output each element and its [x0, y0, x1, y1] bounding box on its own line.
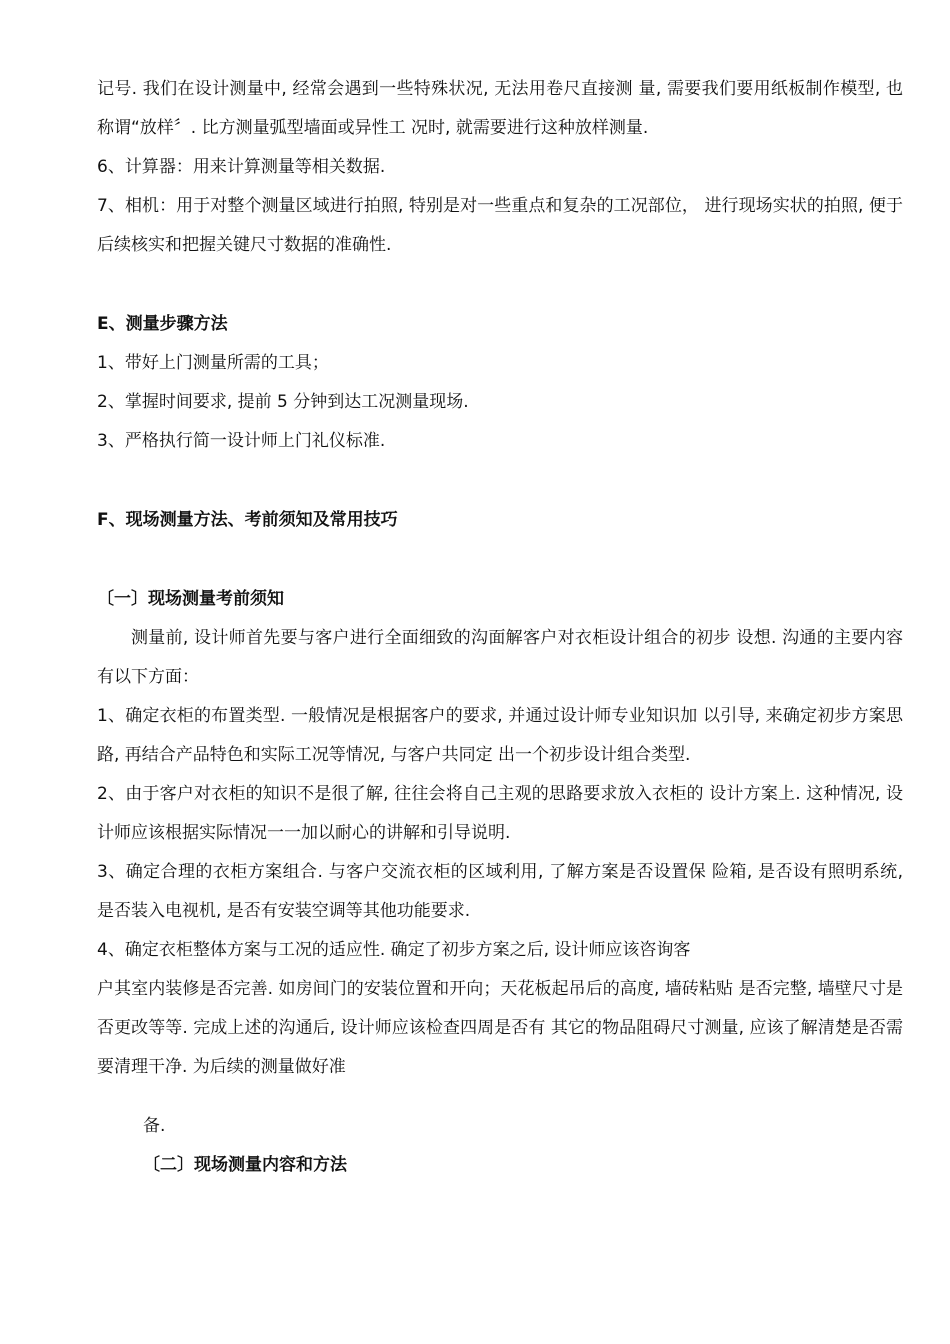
list-item-f4-body: 户其室内装修是否完善. 如房间门的安装位置和开向；天花板起吊后的高度, 墙砖粘贴 是否完整, 墙壁尺寸是否更改等等. 完成上述的沟通后, 设计师应该检查四周是否有 其它的物品阻碍尺寸测量, 应该了解清楚是否需要清理干净. 为后续的测量做好准: [97, 979, 903, 1077]
list-item-e1: 1、带好上门测量所需的工具；: [97, 353, 329, 373]
list-item-e3: 3、严格执行简一设计师上门礼仪标准.: [97, 431, 386, 451]
section-heading-e: E、测量步骤方法: [97, 314, 228, 334]
list-item-e2: 2、掌握时间要求, 提前 5 分钟到达工况测量现场.: [97, 392, 469, 412]
list-item-f4-line1: 4、确定衣柜整体方案与工况的适应性. 确定了初步方案之后, 设计师应该咨询客: [97, 940, 691, 960]
document-page: [97, 70, 903, 1185]
list-item-f3: 3、确定合理的衣柜方案组合. 与客户交流衣柜的区域利用, 了解方案是否设置保 险箱, 是否设有照明系统, 是否装入电视机, 是否有安装空调等其他功能要求.: [97, 862, 903, 921]
subsection-heading-f1: 〔一〕现场测量考前须知: [97, 589, 284, 609]
list-item-f4-end: 备.: [143, 1116, 166, 1136]
list-item-camera: 7、相机：用于对整个测量区域进行拍照, 特别是对一些重点和复杂的工况部位， 进行现场实状的拍照, 便于后续核实和把握关键尺寸数据的准确性.: [97, 196, 903, 255]
list-item-f2: 2、由于客户对衣柜的知识不是很了解, 往往会将自己主观的思路要求放入衣柜的 设计方案上. 这种情况, 设计师应该根据实际情况一一加以耐心的讲解和引导说明.: [97, 784, 903, 843]
paragraph-f-intro: 测量前, 设计师首先要与客户进行全面细致的沟面解客户对衣柜设计组合的初步 设想. 沟通的主要内容有以下方面：: [97, 628, 903, 687]
section-heading-f: F、现场测量方法、考前须知及常用技巧: [97, 510, 398, 530]
list-item-calculator: 6、计算器：用来计算测量等相关数据.: [97, 157, 386, 177]
list-item-f1: 1、确定衣柜的布置类型. 一般情况是根据客户的要求, 并通过设计师专业知识加 以引导, 来确定初步方案思路, 再结合产品特色和实际工况等情况, 与客户共同定 出一个初步设计组合类型.: [97, 706, 903, 765]
subsection-heading-f2: 〔二〕现场测量内容和方法: [143, 1155, 347, 1175]
paragraph-template-intro: 记号. 我们在设计测量中, 经常会遇到一些特殊状况, 无法用卷尺直接测 量, 需要我们要用纸板制作模型, 也称谓“放样〞. 比方测量弧型墙面或异性工 况时, 就需要进行这种放样测量.: [97, 79, 903, 138]
